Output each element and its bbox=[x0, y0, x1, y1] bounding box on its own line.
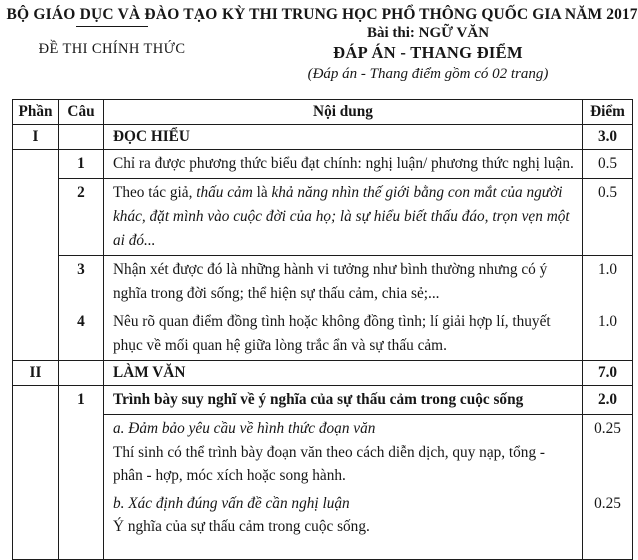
document-note: (Đáp án - Thang điểm gồm có 02 trang) bbox=[307, 66, 549, 82]
empty-cell bbox=[59, 361, 104, 386]
question-score: 0.5 bbox=[583, 150, 633, 179]
question-number: 1 bbox=[59, 386, 104, 560]
question-number: 3 bbox=[59, 256, 104, 309]
question-number: 4 bbox=[59, 308, 104, 361]
section-title: LÀM VĂN bbox=[104, 361, 583, 386]
question-row-1 bbox=[13, 150, 633, 179]
question-row-2 bbox=[13, 179, 633, 256]
column-header-diem: Điểm bbox=[583, 100, 633, 125]
essay-score: 2.0 bbox=[583, 386, 633, 415]
official-exam-label: ĐỀ THI CHÍNH THỨC bbox=[38, 41, 186, 58]
section-score: 7.0 bbox=[583, 361, 633, 386]
exam-title: KỲ THI TRUNG HỌC PHỔ THÔNG QUỐC GIA NĂM 2017 bbox=[222, 6, 638, 23]
criterion-text: Thí sinh có thể trình bày đoạn văn theo cách diễn dịch, quy nạp, tổng - phân - hợp, móc xích hoặc song hành. bbox=[113, 443, 546, 484]
criterion-content bbox=[104, 415, 583, 490]
criterion-row-b bbox=[13, 490, 633, 560]
answer-text: Nhận xét được đó là những hành vi tưởng như bình thường nhưng có ý nghĩa trong đời sống; thể hiện sự thấu cảm, chia sẻ;... bbox=[104, 256, 583, 309]
criterion-label-italic: a. Đảm bảo yêu cầu về hình thức đoạn văn bbox=[113, 420, 376, 437]
scoring-rubric-table bbox=[12, 99, 633, 560]
empty-cell bbox=[59, 125, 104, 150]
question-number: 1 bbox=[59, 150, 104, 179]
answer-text: Chỉ ra được phương thức biểu đạt chính: nghị luận/ phương thức nghị luận. bbox=[104, 150, 583, 179]
answer-lead: Theo tác giả, bbox=[113, 184, 197, 201]
answer-mid: là bbox=[252, 184, 272, 201]
question-score: 1.0 bbox=[583, 256, 633, 309]
column-header-noidung: Nội dung bbox=[104, 100, 583, 125]
answer-term-italic: thấu cảm bbox=[196, 184, 253, 201]
empty-cell bbox=[13, 386, 59, 560]
ministry-underline bbox=[76, 26, 148, 27]
criterion-score: 0.25 bbox=[583, 415, 633, 490]
criterion-score: 0.25 bbox=[583, 490, 633, 560]
section-title: ĐỌC HIỂU bbox=[104, 125, 583, 150]
answer-text: Nêu rõ quan điểm đồng tình hoặc không đồng tình; lí giải hợp lí, thuyết phục về mối quan hệ giữa lòng trắc ẩn và sự thấu cảm. bbox=[104, 308, 583, 361]
empty-cell bbox=[13, 150, 59, 361]
table-header-row bbox=[13, 100, 633, 125]
criterion-text: Ý nghĩa của sự thấu cảm trong cuộc sống. bbox=[113, 518, 370, 535]
ministry-name: BỘ GIÁO DỤC VÀ ĐÀO TẠO bbox=[6, 6, 218, 23]
column-header-cau: Câu bbox=[59, 100, 104, 125]
criterion-row-a bbox=[13, 415, 633, 490]
section-number: II bbox=[13, 361, 59, 386]
column-header-phan: Phần bbox=[13, 100, 59, 125]
header-left-block bbox=[4, 6, 220, 58]
answer-quote-italic: khả năng nhìn thế giới bằng con mắt của người khác, đặt mình vào cuộc đời của họ; là sự hiểu biết thấu đáo, trọn vẹn một ai đó... bbox=[113, 184, 570, 249]
section-row-lam-van bbox=[13, 361, 633, 386]
essay-title: Trình bày suy nghĩ về ý nghĩa của sự thấu cảm trong cuộc sống bbox=[104, 386, 583, 415]
question-score: 0.5 bbox=[583, 179, 633, 256]
question-row-3 bbox=[13, 256, 633, 309]
exam-subject: Bài thi: NGỮ VĂN bbox=[366, 25, 490, 41]
question-row-4 bbox=[13, 308, 633, 361]
document-title: ĐÁP ÁN - THANG ĐIỂM bbox=[333, 43, 523, 62]
section-score: 3.0 bbox=[583, 125, 633, 150]
question-number: 2 bbox=[59, 179, 104, 256]
header-right-block bbox=[222, 6, 638, 83]
section-row-doc-hieu bbox=[13, 125, 633, 150]
question-score: 1.0 bbox=[583, 308, 633, 361]
criterion-content bbox=[104, 490, 583, 560]
criterion-label-italic: b. Xác định đúng vấn đề cần nghị luận bbox=[113, 494, 350, 512]
section-number: I bbox=[13, 125, 59, 150]
essay-question-row bbox=[13, 386, 633, 415]
answer-text bbox=[104, 179, 583, 256]
